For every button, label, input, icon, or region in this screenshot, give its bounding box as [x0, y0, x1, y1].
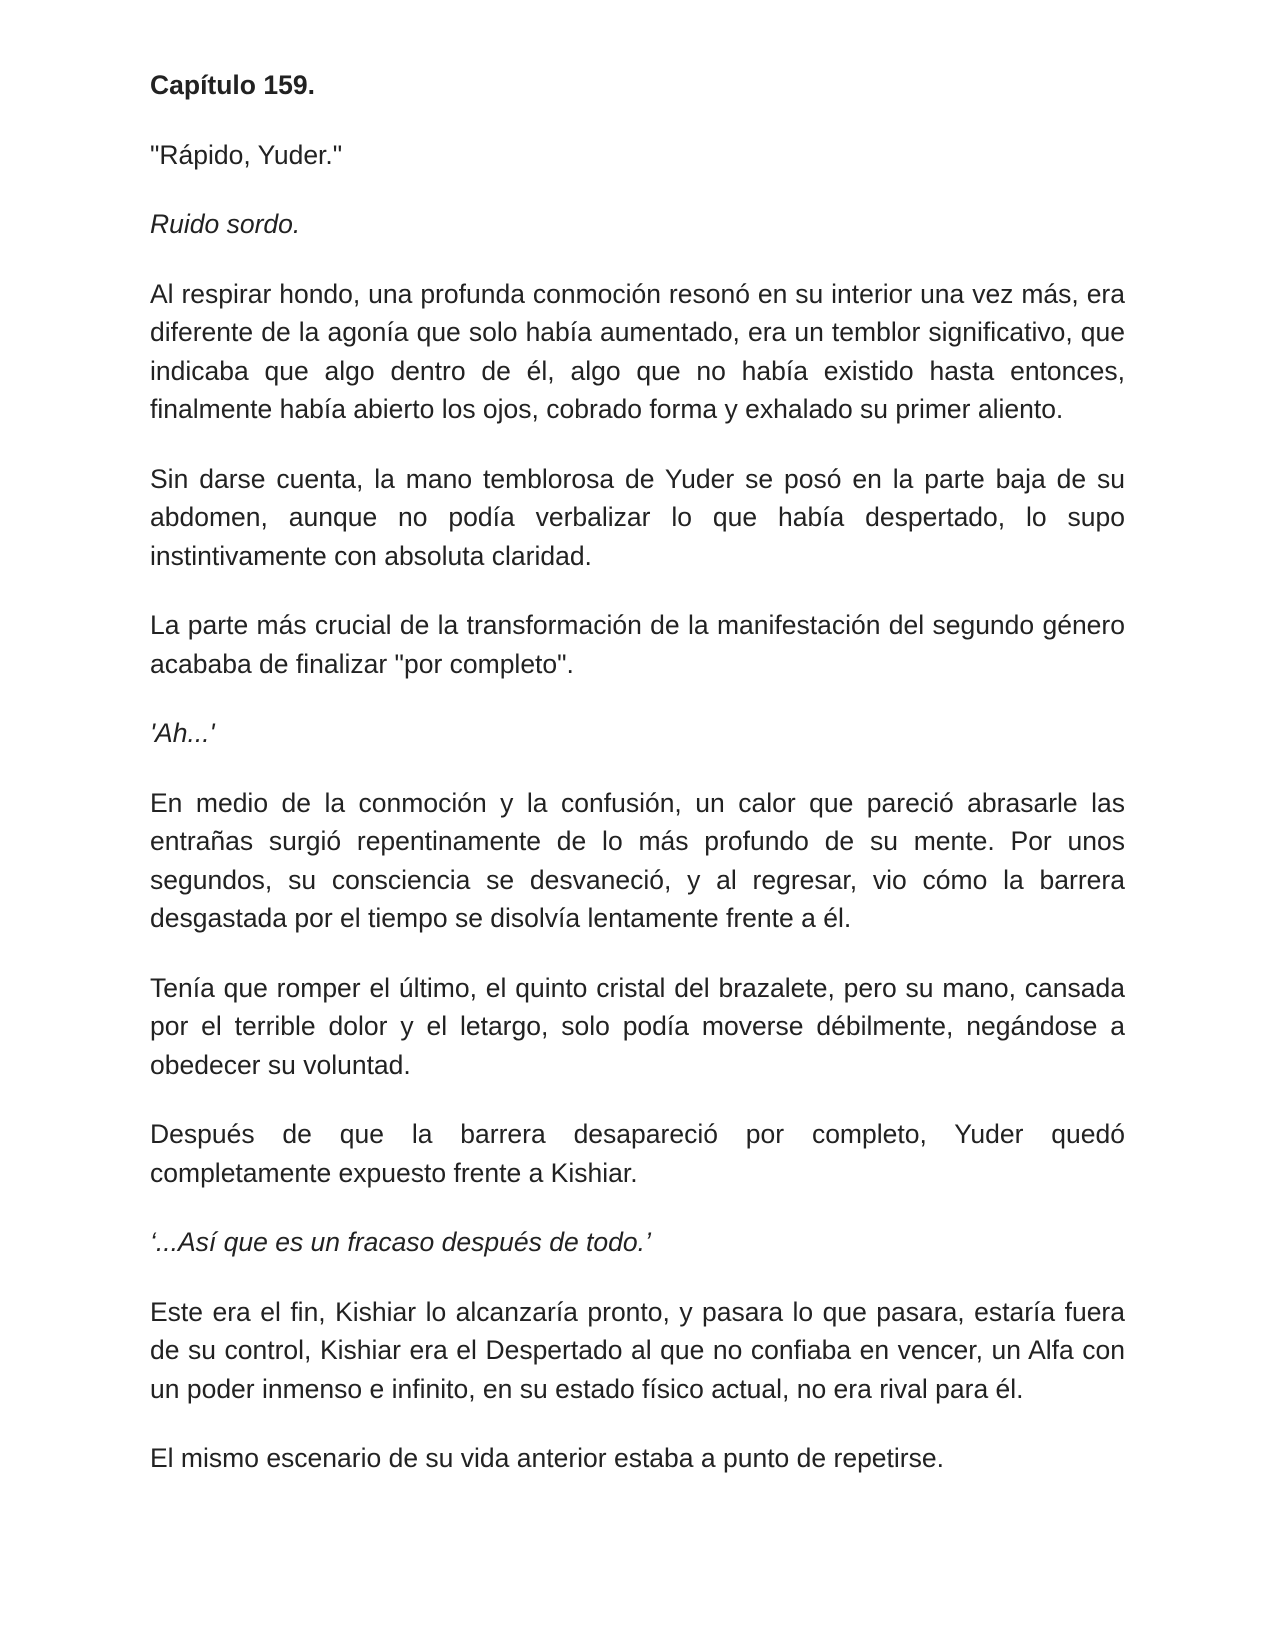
body-paragraph: En medio de la conmoción y la confusión, un calor que pareció abrasarle las entrañas surgió repentinamente de lo más profundo de su mente. Por unos segundos, su consciencia se desvaneció, y al regresar, vio cómo la barrera desgastada por el tiempo se disolvía lentamente frente a él. — [150, 787, 1125, 933]
chapter-title: Capítulo 159. — [150, 70, 315, 100]
body-paragraph: La parte más crucial de la transformación de la manifestación del segundo género acababa de finalizar "por completo". — [150, 610, 1125, 679]
italic-thought: 'Ah...' — [150, 718, 215, 748]
body-paragraph: Después de que la barrera desapareció por completo, Yuder quedó completamente expuesto frente a Kishiar. — [150, 1119, 1125, 1188]
document-page — [150, 66, 1125, 1478]
dialogue-line: "Rápido, Yuder." — [150, 139, 343, 170]
italic-sound-effect: Ruido sordo. — [150, 209, 301, 239]
italic-thought: ‘...Así que es un fracaso después de todo.’ — [150, 1227, 651, 1257]
body-paragraph: Tenía que romper el último, el quinto cristal del brazalete, pero su mano, cansada por el terrible dolor y el letargo, solo podía moverse débilmente, negándose a obedecer su voluntad. — [150, 972, 1125, 1080]
body-paragraph: Al respirar hondo, una profunda conmoción resonó en su interior una vez más, era diferente de la agonía que solo había aumentado, era un temblor significativo, que indicaba que algo dentro de él, algo que no había existido hasta entonces, finalmente había abierto los ojos, cobrado forma y exhalado su primer aliento. — [150, 278, 1125, 424]
body-paragraph: El mismo escenario de su vida anterior estaba a punto de repetirse. — [150, 1443, 944, 1473]
body-paragraph: Sin darse cuenta, la mano temblorosa de Yuder se posó en la parte baja de su abdomen, aunque no podía verbalizar lo que había despertado, lo supo instintivamente con absoluta claridad. — [150, 463, 1125, 571]
body-paragraph: Este era el fin, Kishiar lo alcanzaría pronto, y pasara lo que pasara, estaría fuera de su control, Kishiar era el Despertado al que no confiaba en vencer, un Alfa con un poder inmenso e infinito, en su estado físico actual, no era rival para él. — [150, 1296, 1125, 1404]
